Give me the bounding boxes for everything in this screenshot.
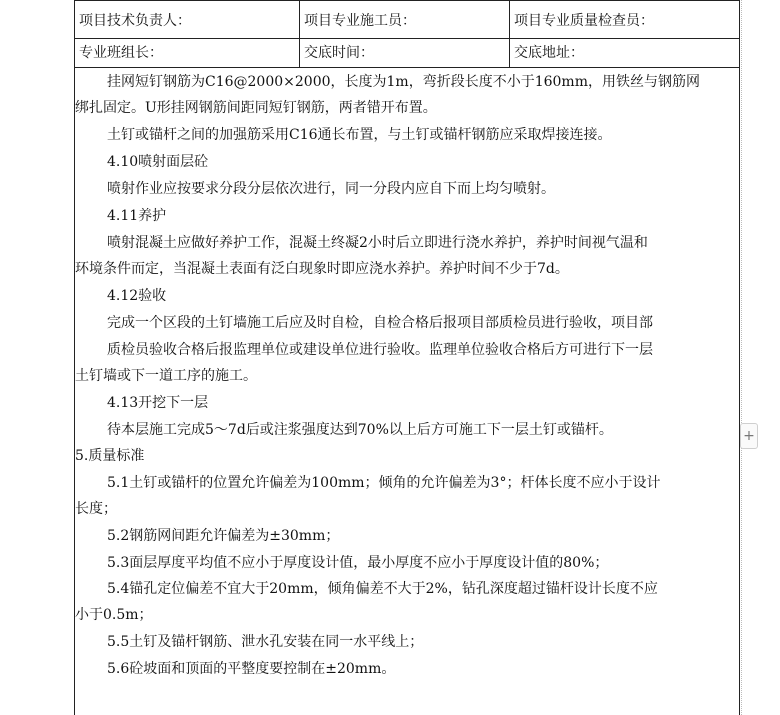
- body-line: 长度；: [75, 501, 117, 517]
- body-line: 5.6砼坡面和顶面的平整度要控制在±20mm。: [107, 661, 396, 677]
- briefing-time-cell: 交底时间：: [300, 37, 510, 67]
- body-line: 5.4锚孔定位偏差不宜大于20mm，倾角偏差不大于2%，钻孔深度超过锚杆设计长度不应: [107, 581, 658, 597]
- body-line: 土钉墙或下一道工序的施工。: [75, 368, 257, 384]
- quality-inspector-cell: 项目专业质量检查员：: [514, 12, 654, 29]
- body-line: 5.5土钉及锚杆钢筋、泄水孔安装在同一水平线上；: [107, 634, 424, 650]
- body-line: 5.3面层厚度平均值不应小于厚度设计值，最小厚度不应小于厚度设计值的80%；: [107, 555, 609, 571]
- body-line: 土钉或锚杆之间的加强筋采用C16通长布置，与土钉或锚杆钢筋应采取焊接连接。: [107, 127, 612, 143]
- add-button[interactable]: +: [740, 423, 758, 449]
- body-line: 挂网短钉钢筋为C16@2000×2000，长度为1m，弯折段长度不小于160mm，用铁丝与钢筋网: [107, 74, 700, 90]
- body-line: 喷射混凝土应做好养护工作，混凝土终凝2小时后立即进行浇水养护，养护时间视气温和: [107, 235, 648, 251]
- body-line: 5.1土钉或锚杆的位置允许偏差为100mm；倾角的允许偏差为3°；杆体长度不应小于设计: [107, 475, 661, 491]
- document-page: [74, 0, 740, 715]
- page-margin-guide: [741, 0, 745, 715]
- header-row-1: [75, 0, 739, 39]
- body-line: 质检员验收合格后报监理单位或建设单位进行验收。监理单位验收合格后方可进行下一层: [107, 342, 653, 358]
- body-line: 5.2钢筋网间距允许偏差为±30mm；: [107, 528, 340, 544]
- body-line: 待本层施工完成5～7d后或注浆强度达到70%以上后方可施工下一层土钉或锚杆。: [107, 422, 613, 438]
- header-row-2: [75, 37, 739, 68]
- section-heading: 4.11养护: [107, 208, 167, 224]
- tech-lead-cell: 项目技术负责人：: [75, 1, 300, 38]
- section-heading: 5.质量标准: [75, 448, 145, 464]
- construction-staff-cell: 项目专业施工员：: [300, 1, 510, 38]
- body-line: 绑扎固定。U形挂网钢筋间距同短钉钢筋，两者错开布置。: [75, 100, 437, 116]
- body-line: 环境条件而定，当混凝土表面有泛白现象时即应浇水养护。养护时间不少于7d。: [75, 261, 569, 277]
- body-line: 小于0.5m；: [75, 607, 153, 623]
- section-heading: 4.13开挖下一层: [107, 395, 209, 411]
- body-line: 完成一个区段的土钉墙施工后应及时自检，自检合格后报项目部质检员进行验收，项目部: [107, 315, 653, 331]
- section-heading: 4.10喷射面层砼: [107, 154, 209, 170]
- briefing-location-cell: 交底地址：: [514, 45, 584, 61]
- section-heading: 4.12验收: [107, 288, 167, 304]
- team-leader-cell: 专业班组长：: [75, 37, 300, 67]
- body-line: 喷射作业应按要求分段分层依次进行，同一分段内应自下而上均匀喷射。: [107, 181, 555, 197]
